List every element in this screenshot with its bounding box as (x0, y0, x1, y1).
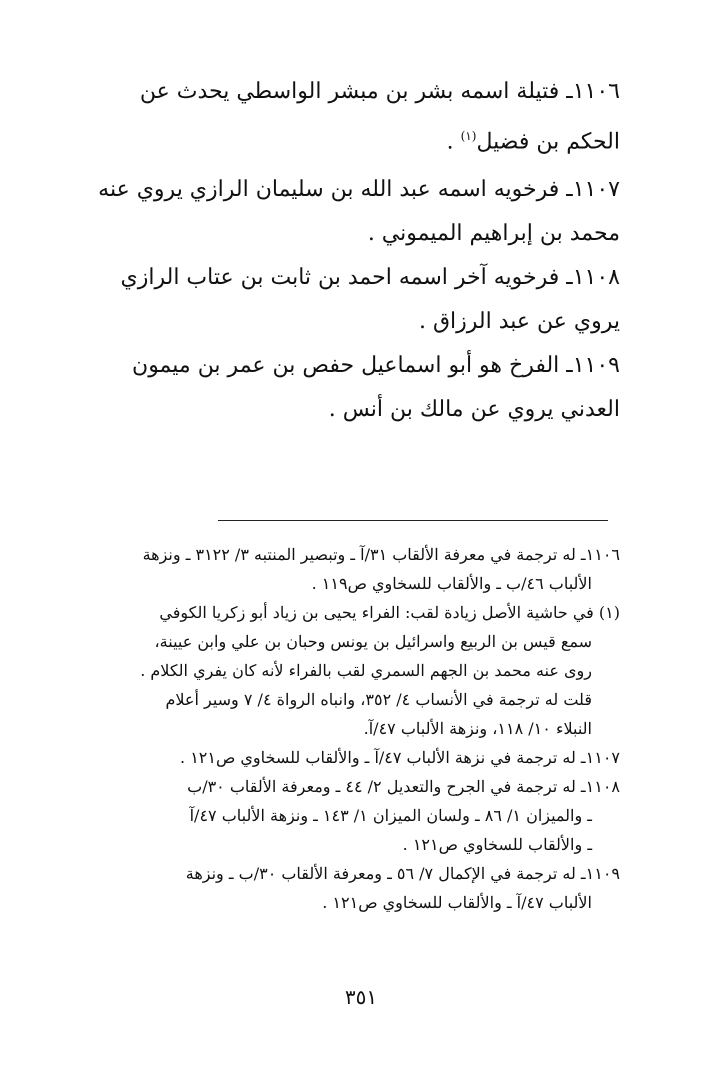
entry-line: محمد بن إبراهيم الميموني . (367, 221, 620, 246)
footnote-line: الألباب ٤٧/آ ـ والألقاب للسخاوي ص١٢١ . (322, 893, 592, 912)
entry-1106 (48, 70, 620, 164)
footnote-divider (218, 520, 608, 521)
footnote-line: الألباب ٤٦/ب ـ والألقاب للسخاوي ص١١٩ . (311, 574, 592, 593)
entry-end: . (446, 129, 454, 155)
footnote-line: ١١٠٧ـ له ترجمة في نزهة الألباب ٤٧/آ ـ والألقاب للسخاوي ص١٢١ . (180, 748, 620, 767)
entry-line: ١١٠٧ـ فرخويه اسمه عبد الله بن سليمان الرازي يروي عنه (98, 177, 620, 202)
footnote-line: النبلاء ١٠/ ١١٨، ونزهة الألباب ٤٧/آ. (363, 719, 592, 738)
entry-1107 (48, 168, 620, 256)
entry-line: العدني يروي عن مالك بن أنس . (328, 397, 620, 422)
footnote-ref: (١) (460, 129, 477, 143)
footnote-line: ـ والميزان ١/ ٨٦ ـ ولسان الميزان ١/ ١٤٣ ـ ونزهة الألباب ٤٧/آ (189, 806, 592, 825)
footnote-line: ١١٠٨ـ له ترجمة في الجرح والتعديل ٢/ ٤٤ ـ ومعرفة الألقاب ٣٠/ب (187, 777, 620, 796)
entry-text: الحكم بن فضيل (476, 129, 620, 155)
entry-line: ١١٠٨ـ فرخويه آخر اسمه احمد بن ثابت بن عتاب الرازي (120, 265, 620, 290)
page-number: ٣٥١ (344, 985, 378, 1009)
entry-1108 (48, 256, 620, 344)
entry-line: ١١٠٩ـ الفرخ هو أبو اسماعيل حفص بن عمر بن ميمون (132, 353, 620, 378)
footnote-line: ١١٠٩ـ له ترجمة في الإكمال ٧/ ٥٦ ـ ومعرفة الألقاب ٣٠/ب ـ ونزهة (185, 864, 620, 883)
entry-1109 (48, 344, 620, 432)
footnote-line: روى عنه محمد بن الجهم السمري لقب بالفراء لأنه كان يفري الكلام . (140, 661, 592, 680)
footnote-line: ـ والألقاب للسخاوي ص١٢١ . (402, 835, 592, 854)
footnote-line: ١١٠٦ـ له ترجمة في معرفة الألقاب ٣١/آ ـ وتبصير المنتبه ٣/ ٣١٢٢ ـ ونزهة (142, 545, 620, 564)
footnote-line: سمع قيس بن الربيع واسرائيل بن يونس وحبان بن علي وابن عيينة، (154, 632, 592, 651)
entry-line: ١١٠٦ـ فتيلة اسمه بشر بن مبشر الواسطي يحدث عن (139, 79, 620, 104)
entry-line (48, 114, 620, 164)
footnotes (48, 540, 620, 917)
entry-line: يروي عن عبد الرزاق . (418, 309, 620, 334)
footnote-line: (١) في حاشية الأصل زيادة لقب: الفراء يحيى بن زياد أبو زكريا الكوفي (159, 603, 620, 622)
footnote-line: قلت له ترجمة في الأنساب ٤/ ٣٥٢، وانباه الرواة ٤/ ٧ وسير أعلام (165, 690, 592, 709)
